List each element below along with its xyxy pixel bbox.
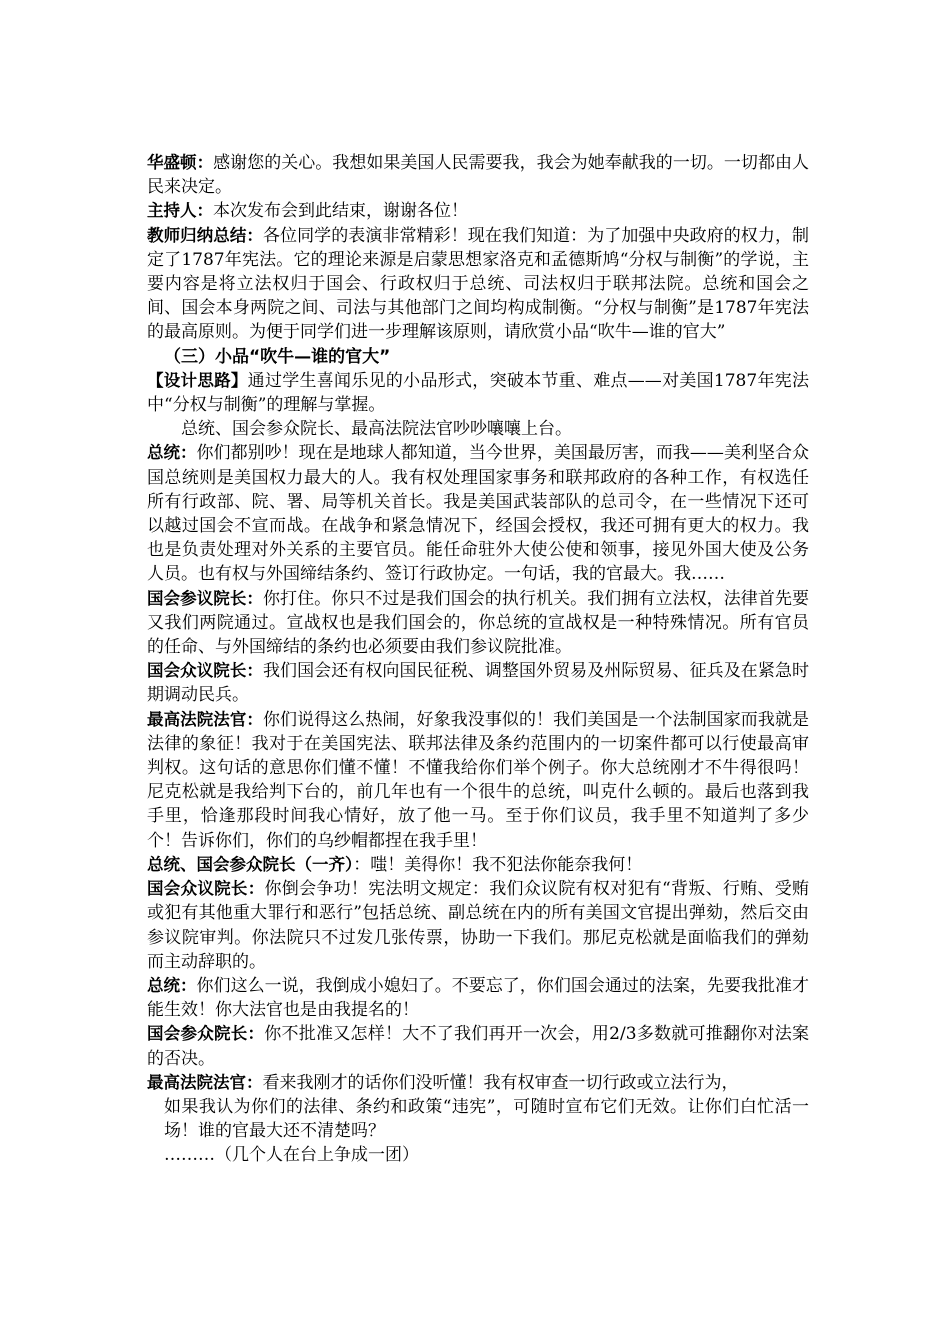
dialogue-line: [147, 877, 809, 974]
section-heading: （三）小品“吹牛—谁的官大”: [164, 346, 391, 367]
speaker-label: 总统：: [147, 975, 197, 995]
paragraph-text: 各位同学的表演非常精彩！现在我们知道：为了加强中央政府的权力，制定了1787年宪法。它的理论来源是启蒙思想家洛克和孟德斯鸠“分权与制衡”的学说，主要内容是将立法权归于国会、行政权归于总统、司法权归于联邦法院。总统和国会之间、国会本身两院之间、司法与其他部门之间均构成制衡。“分权与制衡”是1787年宪法的最高原则。为便于同学们进一步理解该原则，请欣赏小品“吹牛—谁的官大”: [147, 225, 810, 343]
dialogue-text: 我们国会还有权向国民征税、调整国外贸易及州际贸易、征兵及在紧急时期调动民兵。: [147, 661, 810, 706]
dialogue-line: [147, 853, 809, 877]
design-idea: [147, 369, 809, 417]
speaker-label: 国会众议院长：: [147, 879, 265, 899]
speaker-label: 主持人：: [147, 201, 213, 221]
speaker-label: 最高法院法官：: [147, 709, 263, 729]
speaker-label: 国会参众院长：: [147, 1024, 265, 1044]
paragraph-host: [147, 199, 809, 223]
closing-stage-direction: ………（几个人在台上争成一团）: [164, 1145, 419, 1166]
dialogue-line: [147, 587, 809, 660]
design-label: 【设计思路】: [147, 370, 248, 390]
paragraph-washington: [147, 151, 809, 199]
dialogue-text: 你倒会争功！宪法明文规定：我们众议院有权对犯有“背叛、行贿、受贿或犯有其他重大罪行和恶行”包括总统、副总统在内的所有美国文官提出弹劾，然后交由参议院审判。你法院只不过发几张传票，协助一下我们。那尼克松就是面临我们的弹劾而主动辞职的。: [147, 879, 809, 972]
paragraph-text: 本次发布会到此结束，谢谢各位！: [213, 201, 468, 222]
dialogue-line: [147, 441, 809, 586]
design-text: 通过学生喜闻乐见的小品形式，突破本节重、难点——对美国1787年宪法中“分权与制衡”的理解与掌握。: [147, 370, 809, 416]
speaker-label: 总统：: [147, 443, 197, 463]
speaker-label: 最高法院法官：: [147, 1072, 263, 1092]
document-page: [147, 151, 809, 1168]
dialogue-text: 看来我刚才的话你们没听懂！我有权审查一切行政或立法行为，: [262, 1072, 739, 1093]
dialogue-line: [147, 708, 809, 853]
dialogue-line: [147, 1071, 809, 1095]
paragraph-text: 感谢您的关心。我想如果美国人民需要我，我会为她奉献我的一切。一切都由人民来决定。: [147, 153, 810, 198]
dialogue-text: 你们说得这么热闹，好象我没事似的！我们美国是一个法制国家而我就是法律的象征！我对于在美国宪法、联邦法律及条约范围内的一切案件都可以行使最高审判权。这句话的意思你们懂不懂！不懂我给你们举个例子。你大总统刚才不牛得很吗！尼克松就是我给判下台的，前几年也有一个很牛的总统，叫克什么顿的。最后也落到我手里，恰逢那段时间我心情好，放了他一马。至于你们议员，我手里不知道判了多少个！告诉你们，你们的乌纱帽都捏在我手里！: [147, 709, 810, 851]
dialogue-text: 你不批准又怎样！大不了我们再开一次会，用2/3多数就可推翻你对法案的否决。: [147, 1024, 810, 1069]
speaker-label: 总统、国会参众院长（一齐）: [147, 854, 354, 874]
speaker-label: 国会参议院长：: [147, 588, 263, 608]
dialogue-continuation: 如果我认为你们的法律、条约和政策“违宪”，可随时宣布它们无效。让你们白忙活一场！谁的官最大还不清楚吗？: [164, 1096, 809, 1142]
dialogue-line: [147, 974, 809, 1022]
paragraph-teacher-summary: [147, 224, 809, 345]
dialogue-line: [147, 1022, 809, 1070]
speaker-label: 国会众议院长：: [147, 661, 263, 681]
dialogue-text: 你们都别吵！现在是地球人都知道，当今世界，美国最厉害，而我——美利坚合众国总统则是美国权力最大的人。我有权处理国家事务和联邦政府的各种工作，有权选任所有行政部、院、署、局等机关首长。我是美国武装部队的总司令，在一些情况下还可以越过国会不宣而战。在战争和紧急情况下，经国会授权，我还可拥有更大的权力。我也是负责处理对外关系的主要官员。能任命驻外大使公使和领事，接见外国大使及公务人员。也有权与外国缔结条约、签订行政协定。一句话，我的官最大。我……: [147, 443, 810, 585]
speaker-label: 教师归纳总结：: [147, 225, 263, 245]
dialogue-text: 你们这么一说，我倒成小媳妇了。不要忘了，你们国会通过的法案，先要我批准才能生效！你大法官也是由我提名的！: [147, 975, 810, 1021]
stage-direction: 总统、国会参众院长、最高法院法官吵吵嚷嚷上台。: [181, 419, 572, 440]
dialogue-text: 你打住。你只不过是我们国会的执行机关。我们拥有立法权，法律首先要又我们两院通过。宣战权也是我们国会的，你总统的宣战权是一种特殊情况。所有官员的任命、与外国缔结的条约也必须要由我们参议院批准。: [147, 588, 810, 658]
dialogue-text: ：嗤！美得你！我不犯法你能奈我何！: [353, 854, 643, 875]
speaker-label: 华盛顿：: [147, 153, 214, 172]
dialogue-line: [147, 659, 809, 707]
